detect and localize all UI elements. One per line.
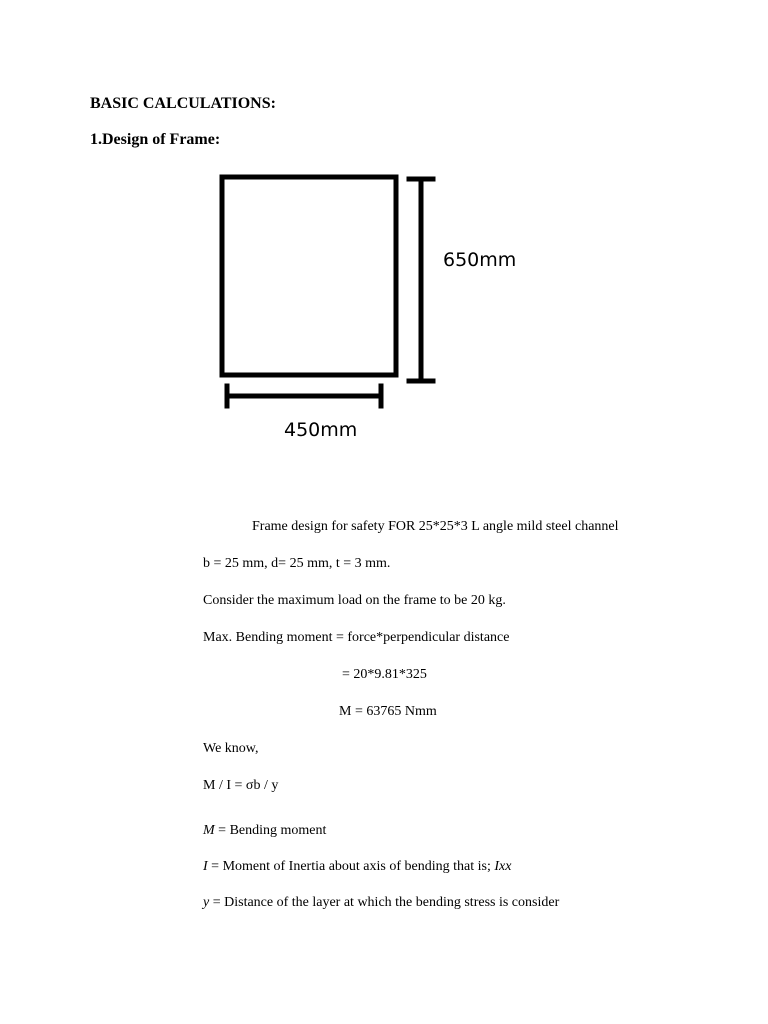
definition-inertia <box>203 858 511 876</box>
bending-moment-definition: Max. Bending moment = force*perpendicular distance <box>203 630 510 645</box>
height-dimension-line <box>409 179 433 381</box>
definition-inertia-text: = Moment of Inertia about axis of bending that is; <box>207 859 495 874</box>
symbol-m: M <box>203 823 215 838</box>
bending-moment-calculation: = 20*9.81*325 <box>342 667 427 682</box>
frame-rectangle <box>222 177 396 375</box>
document-title: BASIC CALCULATIONS: <box>90 95 276 112</box>
width-label: 450mm <box>284 419 358 441</box>
definition-distance <box>203 894 559 912</box>
definition-moment <box>203 822 326 840</box>
section-dimensions: b = 25 mm, d= 25 mm, t = 3 mm. <box>203 556 391 571</box>
height-label: 650mm <box>443 249 517 271</box>
load-statement: Consider the maximum load on the frame to be 20 kg. <box>203 593 506 608</box>
frame-diagram <box>0 0 768 470</box>
width-dimension-line <box>227 386 381 406</box>
section-title: 1.Design of Frame: <box>90 131 221 148</box>
intro-paragraph: Frame design for safety FOR 25*25*3 L angle mild steel channel <box>252 519 619 534</box>
symbol-i: I <box>203 859 208 874</box>
flexure-formula: M / I = σb / y <box>203 778 279 793</box>
bending-moment-result: M = 63765 Nmm <box>339 704 437 719</box>
symbol-ixx: Ixx <box>494 859 512 874</box>
symbol-y: y <box>203 895 210 910</box>
definition-moment-text: = Bending moment <box>214 823 327 838</box>
definition-distance-text: = Distance of the layer at which the bending stress is consider <box>209 895 560 910</box>
we-know-text: We know, <box>203 741 259 756</box>
